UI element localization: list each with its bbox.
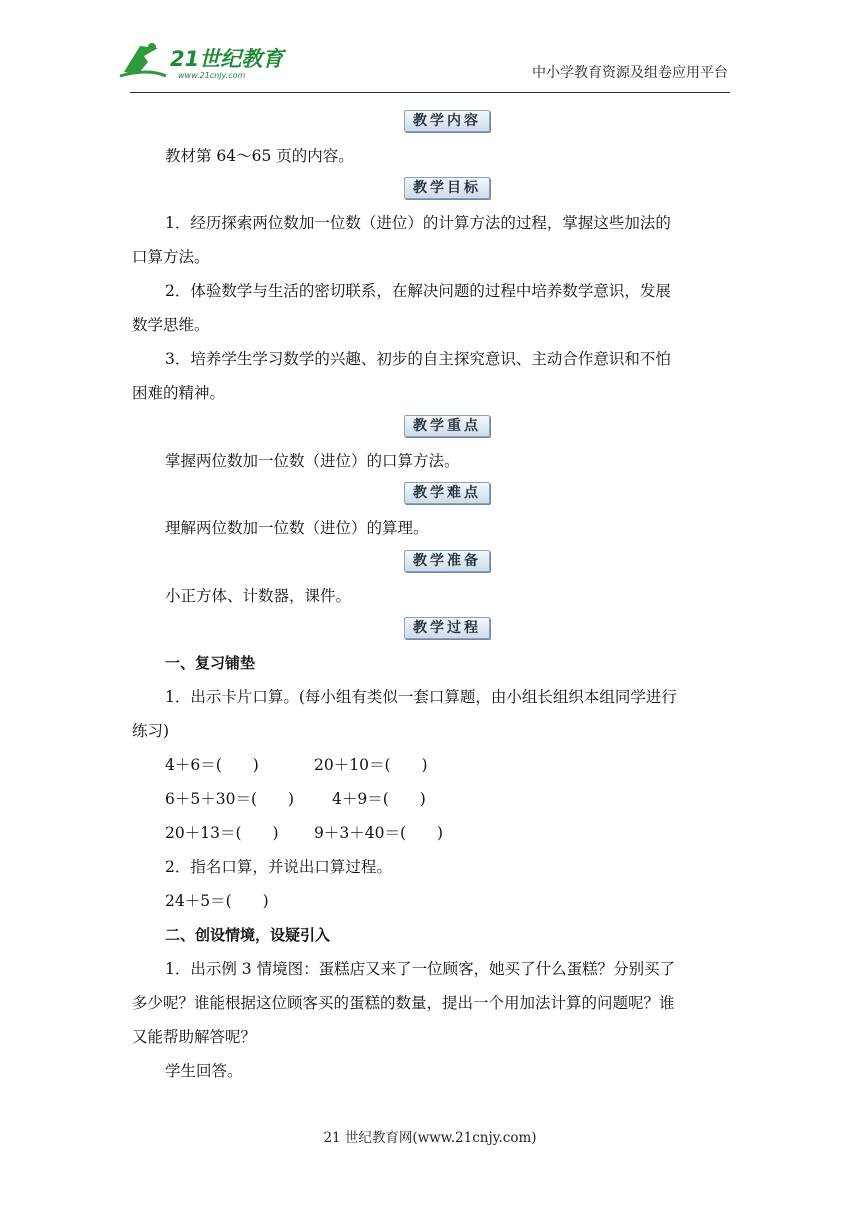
part-1-item-1-line-1: 1．出示卡片口算。(每小组有类似一套口算题，由小组长组织本组同学进行 — [165, 688, 677, 706]
page-header — [0, 0, 860, 92]
section-badge-content: 教学内容 — [404, 110, 490, 132]
section-badge-key-points: 教学重点 — [404, 415, 490, 437]
goal-1-line-1: 1．经历探索两位数加一位数（进位）的计算方法的过程，掌握这些加法的 — [165, 214, 671, 232]
section-badge-difficulty: 教学难点 — [404, 482, 490, 504]
part-1-item-2-exercise: 24＋5＝( ) — [165, 892, 269, 910]
section-badge-goals: 教学目标 — [404, 177, 490, 199]
part-1-item-1-line-2: 练习) — [132, 722, 170, 740]
platform-name: 中小学教育资源及组卷应用平台 — [532, 65, 728, 81]
header-divider — [130, 92, 730, 93]
preparation-text: 小正方体、计数器，课件。 — [165, 587, 352, 605]
key-points-text: 掌握两位数加一位数（进位）的口算方法。 — [165, 452, 460, 470]
svg-text:www.21cnjy.com: www.21cnjy.com — [178, 71, 246, 80]
part-1-item-2: 2．指名口算，并说出口算过程。 — [165, 858, 392, 876]
goal-3-line-2: 困难的精神。 — [132, 384, 226, 402]
part-2-line-2: 多少呢？谁能根据这位顾客买的蛋糕的数量，提出一个用加法计算的问题呢？谁 — [132, 994, 675, 1012]
svg-text:21世纪教育: 21世纪教育 — [170, 47, 284, 71]
page-footer: 21 世纪教育网(www.21cnjy.com) — [323, 1130, 537, 1146]
exercise-1b: 20＋10＝( ) — [314, 756, 428, 774]
content-text: 教材第 64～65 页的内容。 — [165, 147, 354, 165]
part-2-heading: 二、创设情境，设疑引入 — [165, 926, 331, 944]
exercise-2b: 4＋9＝( ) — [332, 790, 426, 808]
exercise-2a: 6＋5＋30＝( ) — [165, 790, 295, 808]
goal-3-line-1: 3．培养学生学习数学的兴趣、初步的自主探究意识、主动合作意识和不怕 — [165, 350, 671, 368]
difficulty-text: 理解两位数加一位数（进位）的算理。 — [165, 519, 429, 537]
part-2-line-1: 1．出示例 3 情境图：蛋糕店又来了一位顾客，她买了什么蛋糕？分别买了 — [165, 960, 676, 978]
part-2-line-4: 学生回答。 — [165, 1062, 243, 1080]
goal-2-line-2: 数学思维。 — [132, 316, 210, 334]
exercise-3b: 9＋3＋40＝( ) — [314, 824, 444, 842]
exercise-3a: 20＋13＝( ) — [165, 824, 279, 842]
exercise-1a: 4＋6＝( ) — [165, 756, 259, 774]
section-badge-process: 教学过程 — [404, 617, 490, 639]
part-1-heading: 一、复习铺垫 — [165, 654, 256, 672]
logo-21cnjy — [118, 40, 288, 82]
section-badge-preparation: 教学准备 — [404, 550, 490, 572]
goal-2-line-1: 2．体验数学与生活的密切联系，在解决问题的过程中培养数学意识，发展 — [165, 282, 671, 300]
goal-1-line-2: 口算方法。 — [132, 248, 210, 266]
part-2-line-3: 又能帮助解答呢？ — [132, 1028, 257, 1046]
